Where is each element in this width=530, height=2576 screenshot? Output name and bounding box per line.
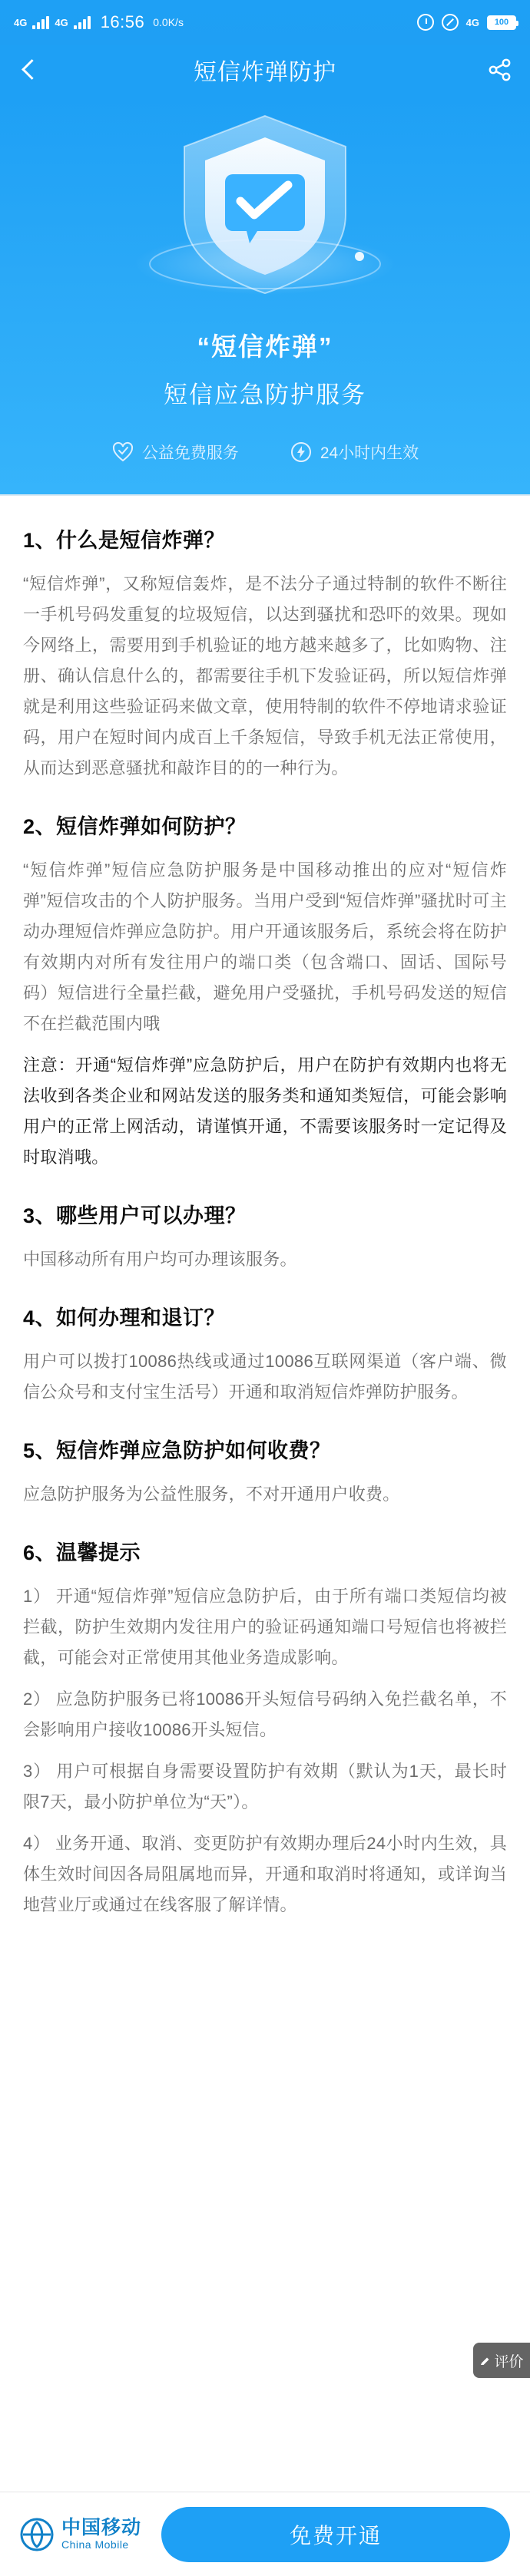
pencil-icon — [479, 2355, 491, 2366]
mute-icon — [442, 14, 459, 31]
signal-strength-icon — [32, 15, 49, 29]
faq-heading-5: 5、短信炸弹应急防护如何收费？ — [23, 1439, 331, 1462]
china-mobile-logo-icon — [20, 2518, 141, 2551]
hero-feature-list — [0, 441, 530, 487]
hero-subtitle: 短信应急防护服务 — [164, 381, 366, 408]
brand-name-en: China Mobile — [61, 2538, 129, 2551]
network-type-primary: 4G — [14, 16, 28, 28]
hero-feature-label: 24小时内生效 — [320, 444, 419, 462]
battery-icon: 100 — [487, 15, 516, 30]
faq-paragraph-6-4: 4） 业务开通、取消、变更防护有效期办理后24小时内生效，具体生效时间因各局阻属地而异，开通和取消时将通知，或详询当地营业厅或通过在线客服了解详情。 — [23, 1834, 507, 1914]
faq-heading-4: 4、如何办理和退订？ — [23, 1306, 226, 1329]
faq-paragraph-6-2: 2） 应急防护服务已将10086开头短信号码纳入免拦截名单，不会影响用户接收10086开头短信。 — [23, 1689, 507, 1739]
faq-paragraph-6-1: 1） 开通“短信炸弹”短信应急防护后，由于所有端口类短信均被拦截，防护生效期内发往用户的验证码通知端口号短信也将被拦截，可能会对正常使用其他业务造成影响。 — [23, 1587, 507, 1667]
feedback-button-label: 评价 — [494, 2353, 524, 2370]
hero-feature-label: 公益免费服务 — [141, 444, 239, 462]
lightning-icon — [290, 441, 313, 464]
hero-feature-item — [111, 441, 239, 464]
brand-name-cn: 中国移动 — [61, 2517, 142, 2539]
hero-title: “短信炸弹” — [197, 332, 333, 361]
faq-heading-3: 3、哪些用户可以办理？ — [23, 1204, 247, 1227]
free-activate-button[interactable]: 免费开通 — [161, 2507, 510, 2562]
status-bar-left — [14, 12, 184, 32]
shield-illustration — [0, 95, 530, 325]
navigation-bar — [0, 45, 530, 95]
heart-shield-icon — [111, 441, 134, 464]
battery-network-label: 4G — [465, 16, 479, 28]
faq-paragraph-1-1: “短信炸弹”，又称短信轰炸，是不法分子通过特制的软件不断往一手机号码发重复的垃圾短信，以达到骚扰和恐吓的效果。现如今网络上，需要用到手机验证的地方越来越多了，比如购物、注册、确认信息什么的，都需要往手机下发验证码，所以短信炸弹就是利用这些验证码来做文章，使用特制的软件不停地请求验证码，用户在短时间内成百上千条短信，导致手机无法正常使用，从而达到恶意骚扰和敲诈目的的一种行为。 — [23, 574, 507, 778]
network-type-secondary: 4G — [55, 16, 68, 28]
status-bar — [0, 0, 530, 45]
bottom-action-bar — [0, 2492, 530, 2576]
page-title: 短信炸弹防护 — [194, 60, 336, 85]
faq-paragraph-4-1: 用户可以拨打10086热线或通过10086互联网渠道（客户端、微信公众号和支付宝生活号）开通和取消短信炸弹防护服务。 — [23, 1352, 507, 1402]
faq-content — [0, 496, 530, 1936]
network-speed: 0.0K/s — [153, 15, 184, 28]
status-bar-clock: 16:56 — [100, 12, 145, 31]
faq-heading-2: 2、短信炸弹如何防护？ — [23, 815, 247, 838]
faq-paragraph-2-1: “短信炸弹”短信应急防护服务是中国移动推出的应对“短信炸弹”短信攻击的个人防护服务。当用户受到“短信炸弹”骚扰时可主动办理短信炸弹应急防护。用户开通该服务后，系统会将在防护有效期内对所有发往用户的端口类（包含端口、固话、国际号码）短信进行全量拦截，避免用户受骚扰，手机号码发送的短信不在拦截范围内哦 — [23, 860, 507, 1033]
faq-paragraph-2-2: 注意：开通“短信炸弹”应急防护后，用户在防护有效期内也将无法收到各类企业和网站发送的服务类和通知类短信，可能会影响用户的正常上网活动，请谨慎开通，不需要该服务时一定记得及时取消哦。 — [23, 1055, 507, 1167]
faq-heading-1: 1、什么是短信炸弹？ — [23, 529, 226, 552]
alarm-icon — [417, 14, 434, 31]
faq-paragraph-3-1: 中国移动所有用户均可办理该服务。 — [23, 1250, 297, 1269]
feedback-button[interactable] — [473, 2343, 530, 2378]
status-bar-right — [417, 14, 516, 31]
shield-check-icon — [104, 99, 426, 322]
signal-strength-secondary-icon — [74, 15, 91, 29]
faq-heading-6: 6、温馨提示 — [23, 1541, 141, 1564]
chevron-left-icon[interactable] — [17, 57, 43, 83]
hero-feature-item — [290, 441, 419, 464]
faq-paragraph-5-1: 应急防护服务为公益性服务，不对开通用户收费。 — [23, 1485, 400, 1504]
faq-paragraph-6-3: 3） 用户可根据自身需要设置防护有效期（默认为1天，最长时限7天，最小防护单位为“天”）。 — [23, 1762, 507, 1811]
hero-banner — [0, 95, 530, 494]
share-icon[interactable] — [487, 57, 513, 83]
